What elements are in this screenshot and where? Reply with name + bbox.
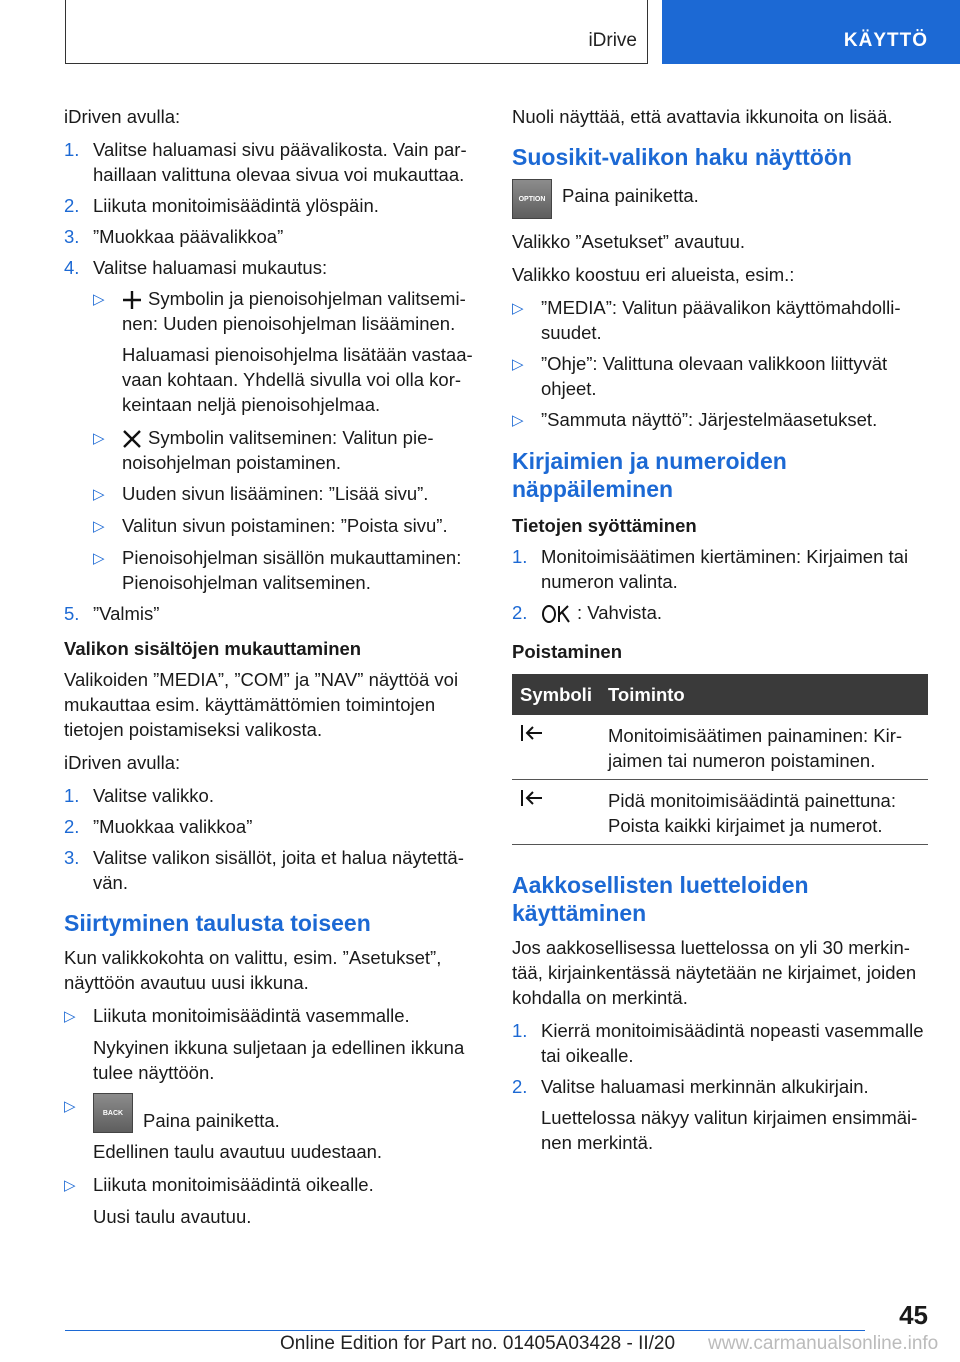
right-column — [512, 104, 930, 1163]
intro: iDriven avulla: — [64, 106, 181, 127]
move-right-cont: Uusi taulu avautuu. — [93, 1206, 252, 1227]
input-step-2: 2. : Vahvista. — [512, 602, 663, 623]
footer-rule — [65, 1330, 865, 1331]
arrow-text: Nuoli näyttää, että avattavia ikkunoita on lisää. — [512, 106, 893, 127]
alpha-step-2: 2. Valitse haluamasi merkinnän alkukirjain. — [512, 1076, 869, 1097]
delete-table — [512, 674, 928, 845]
heading-delete: Poistaminen — [512, 641, 622, 662]
alpha-step-1: 1. Kierrä monitoimisäädintä nopeasti vasemmalle tai oikealle. — [512, 1020, 924, 1066]
step-3: 3. ”Muokkaa päävalikkoa” — [64, 226, 284, 247]
heading-menu-content: Valikon sisältöjen mukauttaminen — [64, 638, 362, 659]
table-header-symbol: Symboli — [512, 674, 600, 715]
intro-2: iDriven avulla: — [64, 752, 181, 773]
header-chapter: KÄYTTÖ — [843, 30, 928, 51]
option-button-icon: OPTION — [512, 179, 552, 219]
header-section-box — [65, 0, 648, 64]
option-row: OPTION Paina painiketta. — [512, 179, 930, 219]
step2-3: 3. Valitse valikon sisällöt, joita et halua näytettävän. — [64, 847, 464, 893]
menu-text: Valikoiden ”MEDIA”, ”COM” ja ”NAV” näyttöä voi mukauttaa esim. käyttämättömien toimintojen tietojen poistamiseksi valikosta. — [64, 669, 459, 740]
table-row: Monitoimisäätimen painaminen: Kirjaimen tai numeron poistaminen. — [512, 715, 928, 780]
bullet-move-right: ▷ Liikuta monitoimisäädintä oikealle. — [64, 1174, 374, 1195]
header-section: iDrive — [588, 30, 637, 51]
move-text: Kun valikkokohta on valittu, esim. ”Asetukset”, näyttöön avautuu uusi ikkuna. — [64, 947, 442, 993]
bullet-customize-widget: ▷ Pienoisohjelman sisällön mukauttaminen: Pienoisohjelman valitseminen. — [93, 547, 462, 593]
area-off: ▷ ”Sammuta näyttö”: Järjestelmäasetukset. — [512, 409, 878, 430]
delete-char-icon — [520, 723, 546, 743]
bullet-back-button: ▷ BACK Paina painiketta. — [64, 1093, 482, 1133]
step-1: 1. Valitse haluamasi sivu päävalikosta. Vain parhaillaan valittuna olevaa sivua voi mukauttaa. — [64, 139, 467, 185]
heading-input: Tietojen syöttäminen — [512, 515, 697, 536]
page-number: 45 — [899, 1300, 928, 1330]
bullet-add-widget-cont: Haluamasi pienoisohjelma lisätään vastaavaan kohtaan. Yhdellä sivulla voi olla korkeintaan neljä pienoisohjelmaa. — [122, 344, 473, 415]
areas-text: Valikko koostuu eri alueista, esim.: — [512, 264, 795, 285]
area-media: ▷ ”MEDIA”: Valitun päävalikon käyttömahdollisuudet. — [512, 297, 901, 343]
input-step-1: 1. Monitoimisäätimen kiertäminen: Kirjaimen tai numeron valinta. — [512, 546, 909, 592]
heading-move: Siirtyminen taulusta toiseen — [64, 910, 371, 936]
plus-icon — [122, 290, 142, 310]
area-help: ▷ ”Ohje”: Valittuna olevaan valikkoon liittyvät ohjeet. — [512, 353, 888, 399]
ok-icon — [541, 604, 571, 624]
step-4: 4. Valitse haluamasi mukautus: — [64, 257, 328, 278]
left-column — [64, 104, 482, 1237]
move-left-cont: Nykyinen ikkuna suljetaan ja edellinen ikkuna tulee näyttöön. — [93, 1037, 465, 1083]
table-header-function: Toiminto — [600, 674, 928, 715]
back-cont: Edellinen taulu avautuu uudestaan. — [93, 1141, 383, 1162]
step-2: 2. Liikuta monitoimisäädintä ylöspäin. — [64, 195, 379, 216]
heading-option: Suosikit-valikon haku näyttöön — [512, 144, 852, 170]
heading-alpha: Aakkosellisten luetteloiden käyttäminen — [512, 872, 809, 926]
step2-1: 1. Valitse valikko. — [64, 785, 214, 806]
back-button-icon: BACK — [93, 1093, 133, 1133]
bullet-add-widget: ▷ Symbolin ja pienoisohjelman valitseminen: Uuden pienoisohjelman lisääminen. — [93, 288, 466, 334]
bullet-move-left: ▷ Liikuta monitoimisäädintä vasemmalle. — [64, 1005, 410, 1026]
bullet-add-page: ▷ Uuden sivun lisääminen: ”Lisää sivu”. — [93, 483, 429, 504]
alpha-text: Jos aakkosellisessa luettelossa on yli 30 merkintää, kirjainkentässä näytetään ne kirjaimet, joiden kohdalla on merkintä. — [512, 937, 917, 1008]
footer-edition: Online Edition for Part no. 01405A03428 - II/20 — [280, 1333, 676, 1354]
heading-letters: Kirjaimien ja numeroiden näppäileminen — [512, 448, 787, 502]
delete-all-icon — [520, 788, 546, 808]
step2-2: 2. ”Muokkaa valikkoa” — [64, 816, 253, 837]
bullet-delete-page: ▷ Valitun sivun poistaminen: ”Poista sivu”. — [93, 515, 448, 536]
opened-text: Valikko ”Asetukset” avautuu. — [512, 231, 746, 252]
footer-watermark: www.carmanualsonline.info — [708, 1333, 939, 1354]
cross-icon — [122, 429, 142, 449]
alpha-step-2-cont: Luettelossa näkyy valitun kirjaimen ensimmäinen merkintä. — [541, 1107, 918, 1153]
bullet-remove-widget: ▷ Symbolin valitseminen: Valitun pienoisohjelman poistaminen. — [93, 427, 434, 473]
header-chapter-tab — [662, 0, 960, 64]
step-5: 5. ”Valmis” — [64, 603, 160, 624]
table-row: Pidä monitoimisäädintä painettuna: Poista kaikki kirjaimet ja numerot. — [512, 780, 928, 845]
